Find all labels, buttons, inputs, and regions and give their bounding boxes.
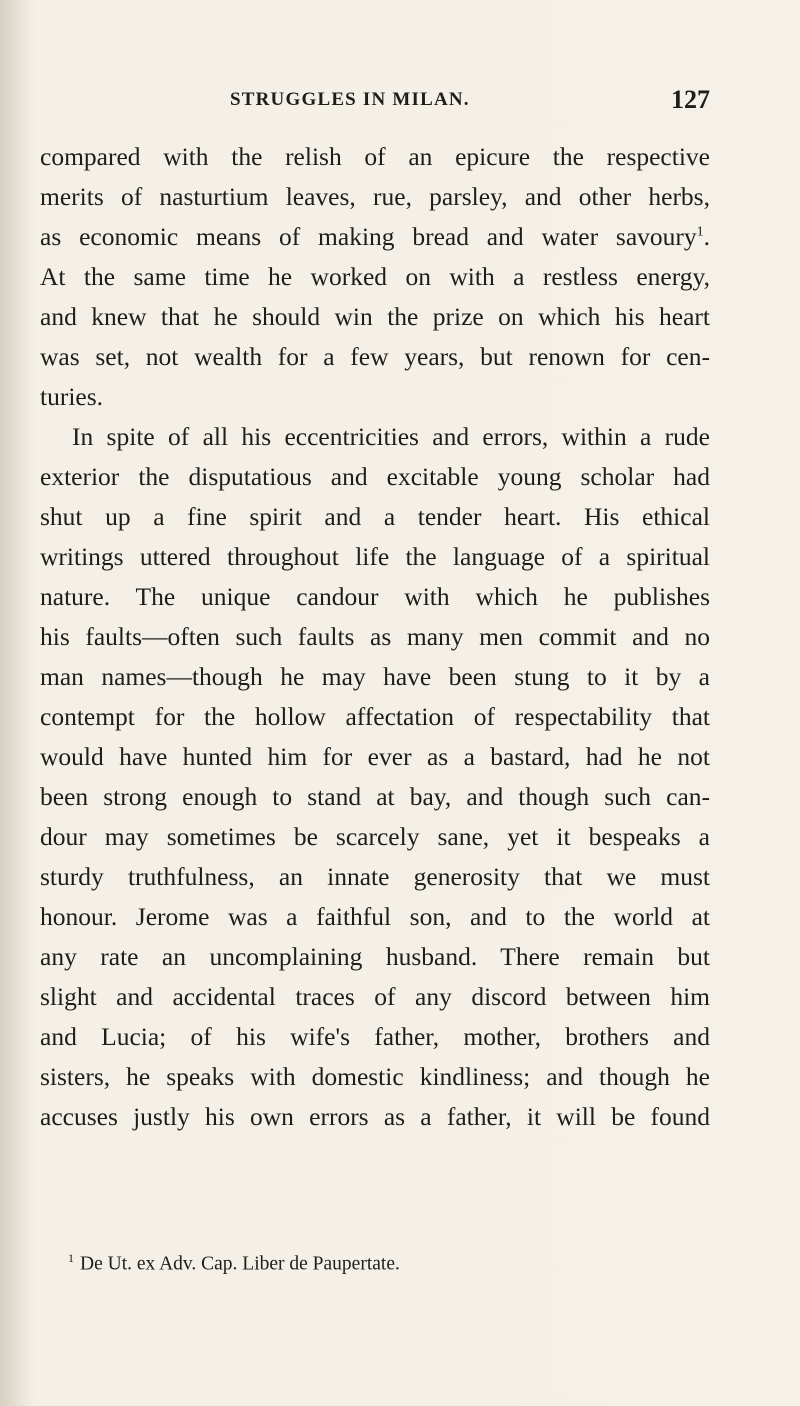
text-line: and Lucia; of his wife's father, mother, brothers and [40, 1022, 710, 1051]
paragraph-start-line: In spite of all his eccentricities and errors, within a rude [72, 422, 710, 451]
text-line: nature. The unique candour with which he publishes [40, 582, 710, 611]
page-number: 127 [671, 85, 710, 114]
text-line: contempt for the hollow affectation of respectability that [40, 702, 710, 731]
footnote-reference[interactable]: 1 [696, 224, 704, 240]
text-line: sisters, he speaks with domestic kindliness; and though he [40, 1062, 710, 1091]
text-line: accuses justly his own errors as a father, it will be found [40, 1102, 710, 1131]
text-line: dour may sometimes be scarcely sane, yet it bespeaks a [40, 822, 710, 851]
text-line: sturdy truthfulness, an innate generosity that we must [40, 862, 710, 891]
text-line: turies. [40, 382, 104, 411]
text-line: been strong enough to stand at bay, and though such can- [40, 782, 710, 811]
text-line-content: as economic means of making bread and water savoury [40, 222, 697, 251]
spine-shadow [0, 0, 30, 1406]
text-line: any rate an uncomplaining husband. There remain but [40, 942, 710, 971]
text-line: his faults—often such faults as many men commit and no [40, 622, 710, 651]
footnote-text: De Ut. ex Adv. Cap. Liber de Paupertate. [80, 1253, 400, 1275]
text-line: slight and accidental traces of any discord between him [40, 982, 710, 1011]
text-line: shut up a fine spirit and a tender heart. His ethical [40, 502, 710, 531]
body-text [40, 137, 710, 1137]
footnote-marker: 1 [68, 1251, 74, 1265]
text-line: exterior the disputatious and excitable young scholar had [40, 462, 710, 491]
text-line: was set, not wealth for a few years, but renown for cen- [40, 342, 710, 371]
text-line-with-footnote-ref [40, 217, 710, 257]
text-line: At the same time he worked on with a restless energy, [40, 262, 710, 291]
text-line: writings uttered throughout life the language of a spiritual [40, 542, 710, 571]
text-line: merits of nasturtium leaves, rue, parsley, and other herbs, [40, 182, 710, 211]
text-line: and knew that he should win the prize on which his heart [40, 302, 710, 331]
text-line: honour. Jerome was a faithful son, and to the world at [40, 902, 710, 931]
text-line-punctuation: . [703, 222, 710, 251]
running-head: STRUGGLES IN MILAN. [230, 89, 470, 110]
text-line: would have hunted him for ever as a bastard, had he not [40, 742, 710, 771]
footnote [68, 1251, 400, 1276]
text-line: compared with the relish of an epicure the respective [40, 142, 710, 171]
text-line: man names—though he may have been stung to it by a [40, 662, 710, 691]
page-header [40, 85, 710, 119]
